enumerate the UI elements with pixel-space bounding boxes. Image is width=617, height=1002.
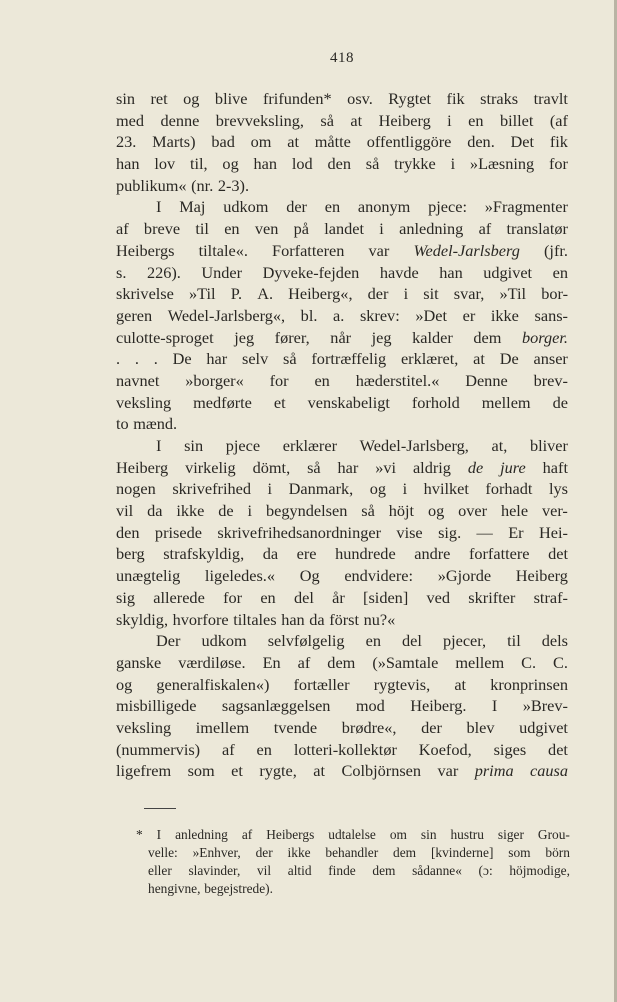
paragraph-first-line: I sin pjece erklærer Wedel-Jarlsberg, at, bliver <box>156 436 568 455</box>
footnote-line: hengivne, begejstrede). <box>148 881 273 896</box>
text-line: med denne brevveksling, så at Heiberg i en billet (af <box>116 110 568 130</box>
text-line: 23. Marts) bad om at måtte offentliggöre den. Det fik <box>116 132 568 152</box>
text-line: skrivelse »Til P. A. Heiberg«, der i sit svar, »Til bor- <box>116 284 568 304</box>
text-line: navnet »borger« for en hæderstitel.« Denne brev- <box>116 370 568 390</box>
text-line: unægtelig ligeledes.« Og endvidere: »Gjorde Heiberg <box>116 566 568 586</box>
text-line: ligefrem som et rygte, at Colbjörnsen var prima causa <box>116 761 568 781</box>
text-line: af breve til en ven på landet i anledning af translatør <box>116 219 568 239</box>
text-line: ganske værdiløse. En af dem (»Samtale mellem C. C. <box>116 652 568 672</box>
paragraph-first-line: I Maj udkom der en anonym pjece: »Fragmenter <box>156 197 568 217</box>
page-number: 418 <box>330 50 354 66</box>
text-line: to mænd. <box>116 414 178 434</box>
text-line: . . . De har selv så fortræffelig erklæret, at De anser <box>116 349 568 369</box>
text-line: (nummervis) af en lotteri-kollektør Koefod, siges det <box>116 739 568 759</box>
text-line: vil da ikke de i begyndelsen så höjt og over hele ver- <box>116 501 568 521</box>
text-line: veksling imellem tvende brødre«, der blev udgivet <box>116 717 568 737</box>
text-line: skyldig, hvorfore tiltales han da först nu?« <box>116 609 396 629</box>
text-line: veksling medførte et venskabeligt forhold mellem de <box>116 392 568 412</box>
text-line: han lov til, og han lod den så trykke i »Læsning for <box>116 154 568 174</box>
footnote <box>136 826 570 898</box>
footnote-line: eller slavinder, vil altid finde dem sådanne« (ɔ: höjmodige, <box>148 863 570 878</box>
text-line: culotte-sproget jeg fører, når jeg kalder dem borger. <box>116 327 568 347</box>
paragraph-first-line: Der udkom selvfølgelig en del pjecer, til dels <box>156 631 568 651</box>
text-line: berg strafskyldig, da ere hundrede andre forfattere det <box>116 544 568 564</box>
text-line: s. 226). Under Dyveke-fejden havde han udgivet en <box>116 262 568 282</box>
footnote-line: * I anledning af Heibergs udtalelse om sin hustru siger Grou- <box>136 827 570 842</box>
text-line: sin ret og blive frifunden* osv. Rygtet fik straks travlt <box>116 89 568 108</box>
text-line: den prisede skrivefrihedsanordninger vise sig. — Er Hei- <box>116 522 568 542</box>
body-text <box>116 88 568 782</box>
text-line: misbilligede sagsanlæggelsen mod Heiberg. I »Brev- <box>116 696 568 716</box>
text-line: geren Wedel-Jarlsberg«, bl. a. skrev: »Det er ikke sans- <box>116 305 568 325</box>
text-line: nogen skrivefrihed i Danmark, og i hvilket forhadt lys <box>116 479 568 499</box>
footnote-line: velle: »Enhver, der ikke behandler dem [kvinderne] som börn <box>148 845 570 860</box>
text-line: sig allerede for en del år [siden] ved skrifter straf- <box>116 587 568 607</box>
footnote-rule <box>144 808 176 809</box>
text-line: publikum« (nr. 2-3). <box>116 175 250 195</box>
text-line: Heibergs tiltale«. Forfatteren var Wedel-Jarlsberg (jfr. <box>116 240 568 260</box>
text-line: Heiberg virkelig dömt, så har »vi aldrig de jure haft <box>116 457 568 477</box>
text-line: og generalfiskalen«) fortæller rygtevis, at kronprinsen <box>116 674 568 694</box>
